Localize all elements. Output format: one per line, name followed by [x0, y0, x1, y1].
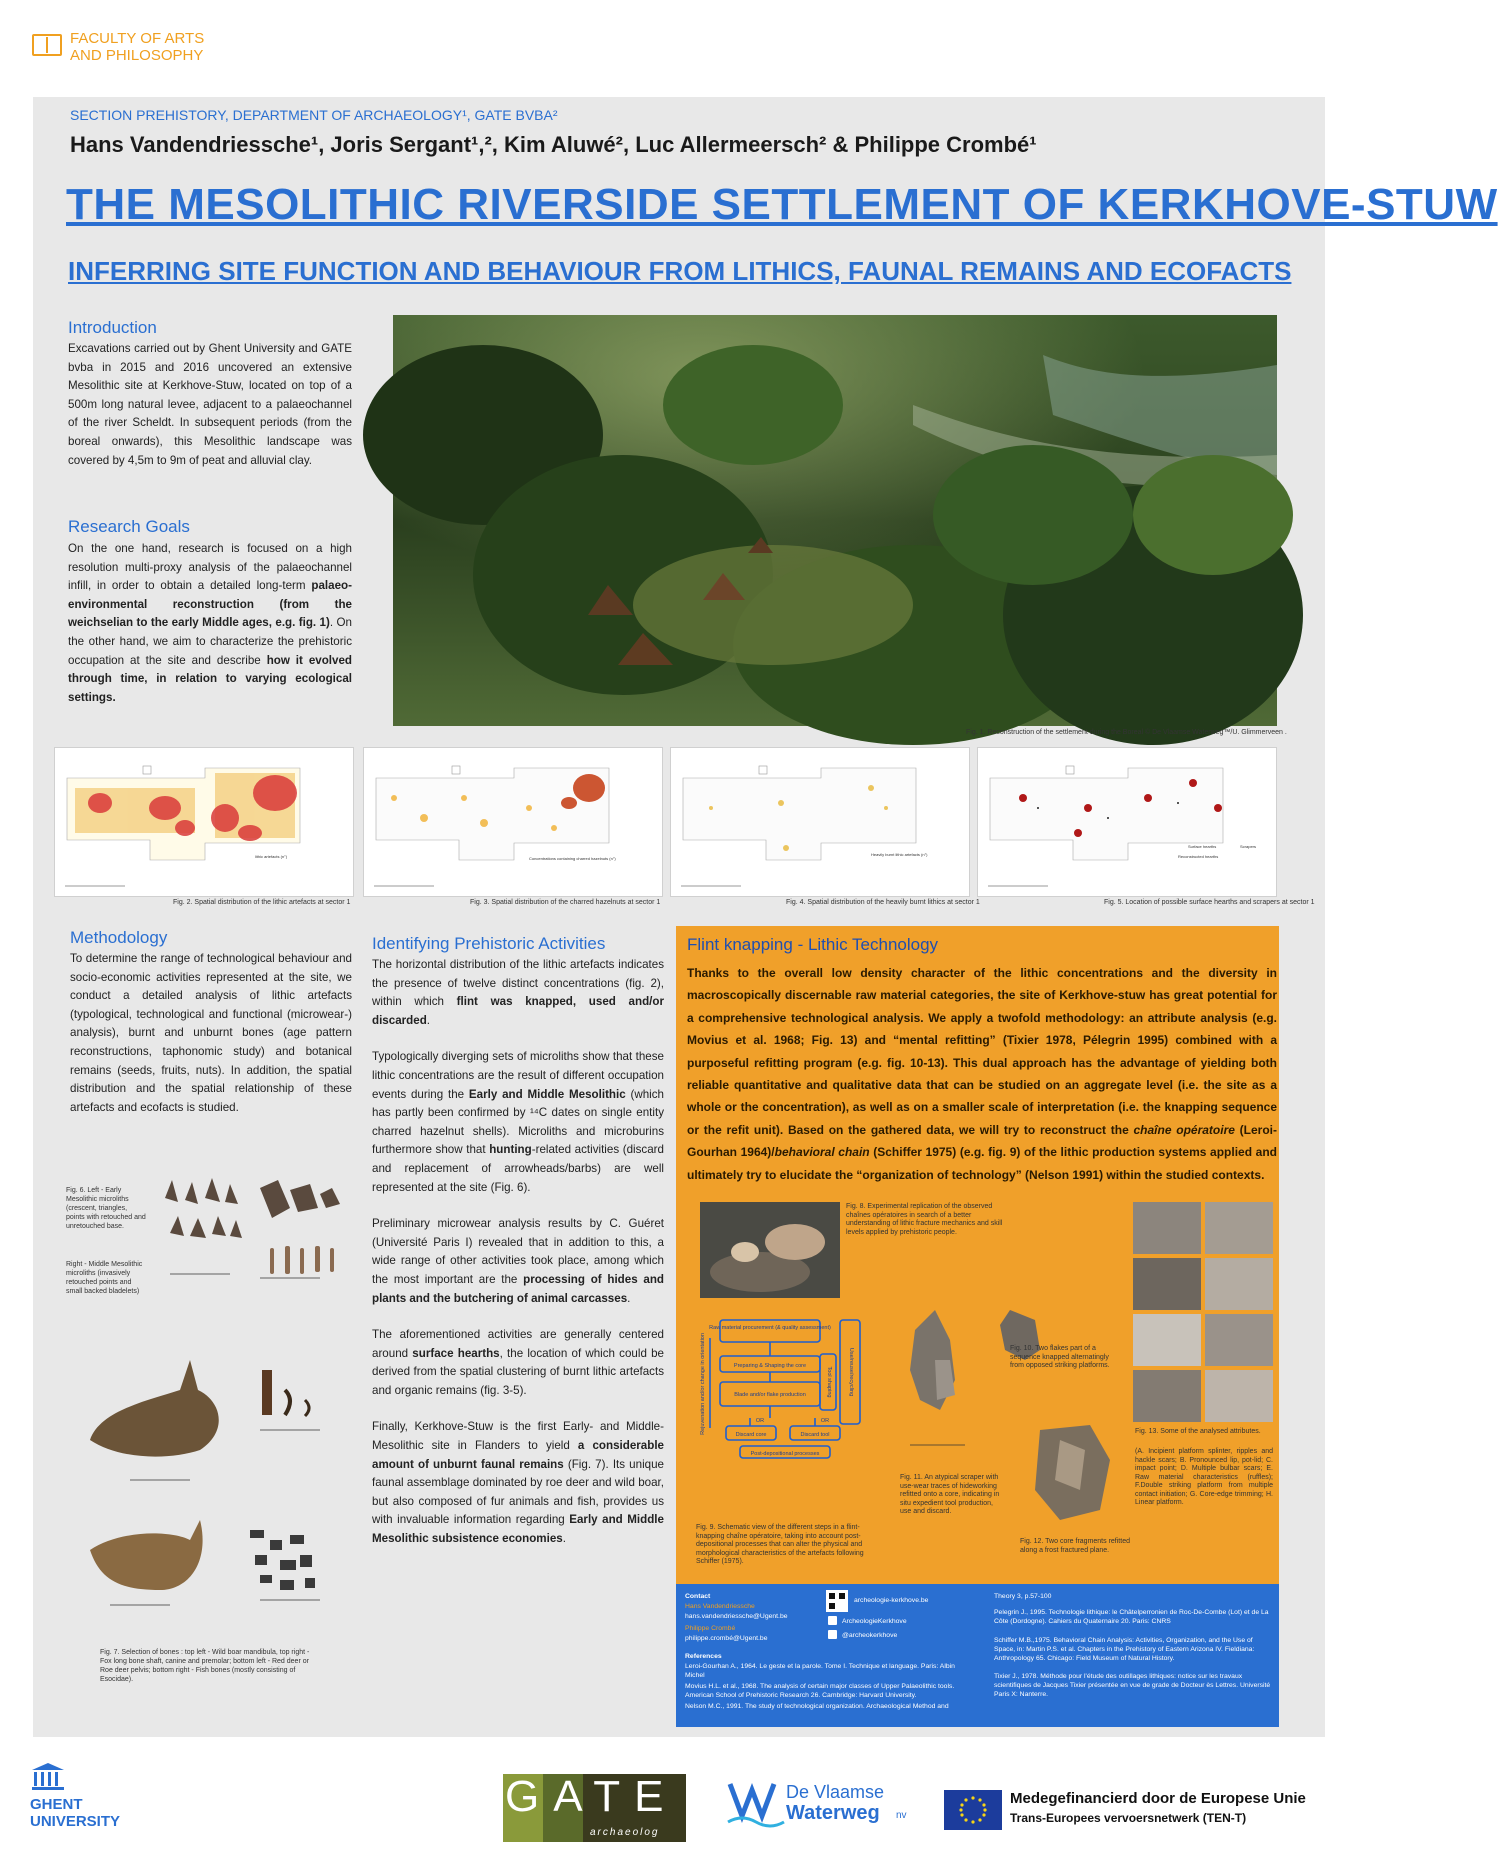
- ghent-line2: UNIVERSITY: [30, 1813, 121, 1830]
- attribute-photo: [1205, 1202, 1273, 1254]
- act-p5b: a considerable amount of unburnt faunal remains: [372, 1439, 664, 1471]
- activities-p5: [372, 1418, 664, 1548]
- act-p1a: The horizontal distribution of the lithic artefacts indicates the presence of twelve distinct concentrations (fig. 2), within which: [372, 958, 664, 1009]
- faculty-line1: FACULTY OF ARTS: [70, 30, 205, 47]
- flint-text: [687, 962, 1277, 1186]
- bones-image: [80, 1360, 360, 1630]
- act-p5e: .: [562, 1532, 566, 1546]
- research-goals-text: [68, 540, 352, 707]
- act-p3c: .: [627, 1291, 631, 1305]
- fig10-caption: Fig. 10. Two flakes part of a sequence knapped alternatingly from opposed striking platforms.: [1010, 1345, 1110, 1369]
- act-p2b: Early and Middle Mesolithic: [468, 1087, 626, 1101]
- attribute-photo: [1205, 1258, 1273, 1310]
- activities-text: [372, 956, 664, 1549]
- fig3-caption: Fig. 3. Spatial distribution of the charred hazelnuts at sector 1: [470, 899, 661, 906]
- activities-p1: [372, 956, 664, 1030]
- attributes-photo-grid: [1133, 1202, 1273, 1422]
- act-p5a: Finally, Kerkhove-Stuw is the first Early- and Middle-Mesolithic site in Flanders to yield: [372, 1420, 664, 1453]
- act-p4c: , the location of which could be derived from the spatial clustering of burnt lithic artefacts and organic remains (fig. 3-5).: [372, 1346, 664, 1397]
- act-p5c: (Fig. 7). Its unique faunal assemblage dominated by roe deer and wild boar, but also composed of fur animals and fish, provides us with invaluable information regarding: [372, 1457, 664, 1527]
- ghent-line1: GHENT: [30, 1796, 83, 1813]
- fig8-caption: Fig. 8. Experimental replication of the observed chaînes opératoires in search of a better understanding of lithic fracture mechanics and skill levels applied by prehistoric people.: [846, 1203, 1003, 1236]
- contact-email2[interactable]: philippe.crombé@Ugent.be: [685, 1635, 768, 1642]
- faculty-line2: AND PHILOSOPHY: [70, 47, 204, 64]
- diagram-blade: Blade and/or flake production: [734, 1392, 806, 1398]
- fig2-caption: Fig. 2. Spatial distribution of the lithic artefacts at sector 1: [173, 899, 351, 906]
- diagram-raw: Raw material procurement (& quality assessment): [709, 1325, 831, 1331]
- twitter-icon: [828, 1630, 837, 1639]
- diagram-discard-tool: Discard tool: [800, 1432, 830, 1438]
- methodology-text: To determine the range of technological behaviour and socio-economic activities represented at the site, we conduct a detailed analysis of lithic artefacts (typological, technological and functional (microwear-) analysis), burnt and unburnt bones (age pattern reconstructions, taphonomic study) and botanical remains (seeds, fruits, nuts). In addition, the spatial distribution and the spatial relationship of these artefacts and ecofacts is studied.: [70, 952, 352, 1114]
- vlaamse-line1: De Vlaamse: [786, 1782, 885, 1802]
- fig13-detail: (A. Incipient platform splinter, ripples and hackle scars; B. Pronounced lip, pot-lid; C. impact point; D. Multiple bulbar scars; E. Raw material characteristics (ruffles); F.Double striking platform from multiple contact initiation; G. Core-edge trimming; H. Linear platform.: [1135, 1448, 1273, 1506]
- introduction-text: Excavations carried out by Ghent University and GATE bvba in 2015 and 2016 uncovered an extensive Mesolithic site at Kerkhove-Stuw, located on top of a 500m long natural levee, adjacent to a palaeochannel of the river Scheldt. In subsequent periods (from the boreal onwards), this Mesolithic landscape was covered by 4,5m to 9m of peat and alluvial clay.: [68, 342, 352, 467]
- flint-text-c: (Leroi-Gourhan 1964)/: [687, 1122, 1277, 1160]
- contact-references-box: [676, 1584, 1279, 1727]
- rg-text-d: how it evolved through time, in relation to varying ecological settings.: [68, 653, 352, 704]
- gate-text: GATE: [505, 1772, 678, 1821]
- map3-legend: Concentrations containing charred hazelnuts (n°): [529, 856, 616, 861]
- diagram-or1: OR: [755, 1418, 765, 1424]
- fig9-caption: Fig. 9. Schematic view of the different steps in a flint-knapping chaîne opératoire, taking into account post-depositional processes that can alter the physical and morphological characteristics of the artefacts following Schiffer (1975).: [696, 1524, 864, 1565]
- map2-legend: lithic artefacts (n°): [255, 854, 288, 859]
- fig6-left-caption: Fig. 6. Left - Early Mesolithic microliths (crescent, triangles, points with retouched and unretouched base.: [66, 1187, 146, 1230]
- reference-5: Pelegrin J., 1995. Technologie lithique: le Châtelperronien de Roc-De-Combe (Lot) et de La Côte (Dordogne). Cahiers du Quaternaire 20. Paris: CNRS: [994, 1609, 1269, 1625]
- chaine-operatoire-diagram: [690, 1318, 880, 1496]
- fig5-caption: Fig. 5. Location of possible surface hearths and scrapers at sector 1: [1104, 899, 1315, 906]
- diagram-rejuv: Rejuvenation and/or change in orientation: [700, 1333, 706, 1435]
- reference-2: Movius H.L. et al., 1968. The analysis of certain major classes of Upper Palaeolithic tools. American School of Prehistoric Research 26. Cambridge: Harvard University.: [685, 1683, 955, 1699]
- act-p2d: hunting: [489, 1143, 532, 1157]
- attribute-photo: [1205, 1314, 1273, 1366]
- act-p2e: -related activities (discard and replacement of arrowheads/barbs) are well represented at the site (Fig. 6).: [372, 1143, 664, 1194]
- diagram-discard-core: Discard core: [735, 1432, 767, 1438]
- activities-p3: [372, 1215, 664, 1308]
- contact-email1[interactable]: hans.vandendriessche@Ugent.be: [685, 1613, 788, 1620]
- rg-text-c: . On the other hand, we aim to characterize the prehistoric occupation at the site and describe: [68, 616, 352, 667]
- act-p3a: Preliminary microwear analysis results by C. Guéret (Université Paris I) revealed that in addition to this, a wide range of other activities took place, among which the most important are the: [372, 1217, 664, 1286]
- authors: Hans Vandendriessche¹, Joris Sergant¹,², Kim Aluwé², Luc Allermeersch² & Philippe Crombé¹: [70, 132, 1037, 157]
- contact-heading: Contact: [685, 1593, 711, 1600]
- book-icon: [32, 34, 62, 56]
- act-p3b: processing of hides and plants and the butchering of animal carcasses: [372, 1272, 664, 1305]
- poster-subtitle: INFERRING SITE FUNCTION AND BEHAVIOUR FROM LITHICS, FAUNAL REMAINS AND ECOFACTS: [68, 256, 1292, 286]
- diagram-tool: Tool shaping: [826, 1366, 832, 1398]
- map5-legend-b: Scrapers: [1240, 844, 1257, 849]
- waterweg-wave-icon: [726, 1780, 786, 1830]
- map-charred-hazelnuts: [363, 747, 663, 897]
- reference-7: Tixier J., 1978. Méthode pour l'étude des outillages lithiques: notice sur les travaux scientifiques de Jacques Tixier présentée en vue de grade de Docteur ès Lettres. Université Paris X: Nanterre.: [994, 1673, 1271, 1698]
- attribute-photo: [1133, 1258, 1201, 1310]
- diagram-or2: OR: [820, 1418, 830, 1424]
- act-p4a: The aforementioned activities are generally centered around: [372, 1328, 664, 1360]
- fig1-caption: Fig. 1. Reconstruction of the settlement during the Boreal © De Vlaamse Waterweg™/U. Glimmerveen .: [966, 729, 1287, 736]
- vlaamse-line2: Waterweg: [786, 1802, 880, 1824]
- flint-heading: Flint knapping - Lithic Technology: [687, 935, 939, 954]
- rg-text-b: palaeo-environmental reconstruction (from the weichselian to the early Middle ages, e.g. fig. 1): [68, 579, 352, 630]
- introduction-heading: Introduction: [68, 318, 157, 337]
- contact-facebook[interactable]: ArcheologieKerkhove: [842, 1618, 907, 1625]
- microliths-image: [160, 1178, 360, 1288]
- rg-text-a: On the one hand, research is focused on a high resolution multi-proxy analysis of the palaeochannel infill, in order to obtain a detailed long-term: [68, 542, 352, 593]
- knapping-photo: [700, 1202, 840, 1298]
- reference-6: Schiffer M.B.,1975. Behavioral Chain Analysis: Activities, Organization, and the Use of Space, in: Martin P.S. et al. Chapters in the Prehistory of Eastern Arizona IV. Fieldiana: Anthropology 65. Chicago: Field Museum of Natural History.: [994, 1637, 1255, 1662]
- flint-text-d: behavioral chain: [774, 1145, 870, 1160]
- fig6-right-caption: Right - Middle Mesolithic microliths (invasively retouched points and small backed bladelets): [66, 1261, 143, 1295]
- references-heading: References: [685, 1653, 722, 1660]
- vlaamse-line3: nv: [896, 1810, 907, 1821]
- faculty-logo: [32, 30, 204, 64]
- diagram-prep: Preparing & Shaping the core: [733, 1363, 807, 1369]
- map-hearths-scrapers: [977, 747, 1277, 897]
- fig4-caption: Fig. 4. Spatial distribution of the heavily burnt lithics at sector 1: [786, 899, 980, 906]
- map-burnt-lithics: [670, 747, 970, 897]
- activities-heading: Identifying Prehistoric Activities: [372, 934, 606, 953]
- reference-3: Nelson M.C., 1991. The study of technological organization. Archaeological Method and: [685, 1703, 949, 1710]
- act-p1c: .: [426, 1013, 431, 1027]
- activities-p2: [372, 1048, 664, 1197]
- gate-subtext: archaeolog: [590, 1827, 660, 1838]
- flint-text-a: Thanks to the overall low density character of the lithic concentrations and the diversity in macroscopically discernable raw material categories, the site of Kerkhove-stuw has great potential for a comprehensive technological analysis. We apply a twofold methodology: an attribute analysis (e.g. Movius et al. 1968; Fig. 13) and “mental refitting” (Tixier 1978, Pélegrin 1995) combined with a purposeful refitting program (e.g. fig. 10-13). This dual approach has the advantage of yielding both reliable quantitative and qualitative data that can be studied on an aggregate level (i.e. the site as a whole or the concentration), as well as on a smaller scale of interpretation (i.e. the knapping sequence or the refit unit). Based on the gathered data, we will try to reconstruct the: [687, 966, 1277, 1137]
- map5-legend-a: Surface hearths: [1188, 844, 1217, 849]
- reference-1: Leroi-Gourhan A., 1964. Le geste et la parole. Tome I. Technique et language. Paris: Albin Michel: [685, 1663, 955, 1679]
- contact-web[interactable]: archeologie-kerkhove.be: [854, 1597, 929, 1604]
- act-p5d: Early and Middle Mesolithic subsistence economies: [372, 1513, 664, 1546]
- eu-line1: Medegefinancierd door de Europese Unie: [1010, 1790, 1306, 1807]
- flint-text-e: (Schiffer 1975) (e.g. fig. 9) of the lithic production systems applied and ultimately try to elucidate the “organization of technology” (Nelson 1991) within the studied contexts.: [687, 1145, 1278, 1182]
- map-lithic-artefacts: [54, 747, 354, 897]
- attribute-photo: [1133, 1314, 1201, 1366]
- diagram-post: Post-depositional processes: [750, 1451, 820, 1457]
- eu-funding-text: [1010, 1790, 1306, 1825]
- act-p4b: surface hearths: [412, 1346, 500, 1360]
- map5-legend-c: Reconstructed hearths: [1178, 854, 1219, 859]
- fig11-caption: Fig. 11. An atypical scraper with use-wear traces of hideworking refitted onto a core, indicating in situ expedient tool production, use and discard.: [900, 1474, 1000, 1515]
- facebook-icon: [828, 1616, 837, 1625]
- settlement-reconstruction-image: [393, 315, 1277, 726]
- methodology-heading: Methodology: [70, 928, 168, 947]
- ghent-university-logo: [30, 1762, 120, 1830]
- eu-flag-icon: [944, 1790, 1002, 1830]
- act-p1b: flint was knapped, used and/or discarded: [372, 995, 664, 1027]
- qr-code-icon: [826, 1590, 848, 1612]
- reference-4: Theory 3, p.57-100: [994, 1593, 1052, 1600]
- fig12-caption: Fig. 12. Two core fragments refitted along a frost fractured plane.: [1020, 1538, 1130, 1554]
- attribute-photo: [1205, 1370, 1273, 1422]
- fig7-caption: Fig. 7. Selection of bones : top left - Wild boar mandibula, top right - Fox long bone shaft, canine and premolar; bottom left - Red deer or Roe deer pelvis; bottom right - Fish bones (mostly consisting of Esocidae).: [100, 1649, 310, 1683]
- fig13-caption: Fig. 13. Some of the analysed attributes.: [1135, 1428, 1261, 1435]
- contact-twitter[interactable]: @archeokerkhove: [842, 1632, 898, 1639]
- diagram-reuse: Use/reuse/recycling: [848, 1347, 854, 1397]
- attribute-photo: [1133, 1202, 1201, 1254]
- eu-line2: Trans-Europees vervoersnetwerk (TEN-T): [1010, 1811, 1247, 1825]
- activities-p4: [372, 1326, 664, 1400]
- core-fragments-image: [1020, 1420, 1120, 1530]
- ghent-building-icon: [30, 1762, 66, 1792]
- act-p2a: Typologically diverging sets of microliths show that these lithic concentrations are the result of different occupation events during the: [372, 1050, 664, 1101]
- flint-text-b: chaîne opératoire: [1133, 1122, 1235, 1137]
- contact-name1: Hans Vandendriessche: [685, 1603, 755, 1610]
- map4-legend: Heavily burnt lithic artefacts (n°): [871, 852, 928, 857]
- section-line: SECTION PREHISTORY, DEPARTMENT OF ARCHAEOLOGY¹, GATE BVBA²: [70, 107, 558, 123]
- act-p2c: (which has partly been confirmed by ¹⁴C dates on single entity charred hazelnut shells). Microliths and microburins furthermore show that: [372, 1087, 664, 1157]
- attribute-photo: [1133, 1370, 1201, 1422]
- contact-name2: Philippe Crombé: [685, 1625, 736, 1632]
- research-goals-heading: Research Goals: [68, 517, 190, 536]
- poster-title: THE MESOLITHIC RIVERSIDE SETTLEMENT OF KERKHOVE-STUW: [66, 180, 1498, 229]
